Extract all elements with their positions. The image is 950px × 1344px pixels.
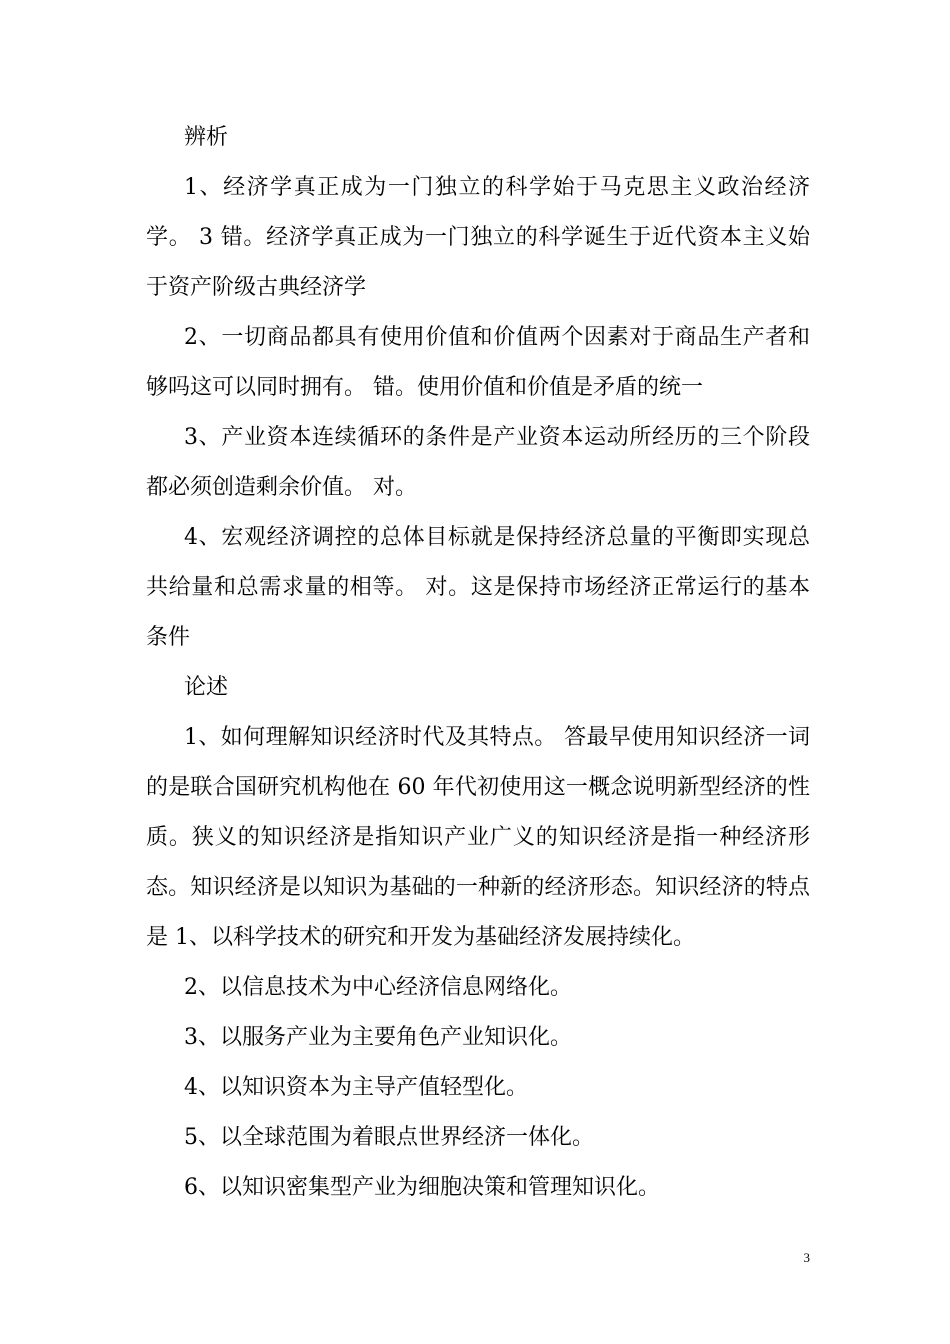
- bianxi-item-1: 1、经济学真正成为一门独立的科学始于马克思主义政治经济学。 3 错。经济学真正成为一门独立的科学诞生于近代资本主义始于资产阶级古典经济学: [146, 175, 810, 300]
- lunshu-item-4: 4、以知识资本为主导产值轻型化。: [184, 1075, 528, 1100]
- lunshu-item-2: 2、以信息技术为中心经济信息网络化。: [184, 975, 572, 1000]
- lunshu-item-1: 1、如何理解知识经济时代及其特点。 答最早使用知识经济一词的是联合国研究机构他在 60 年代初使用这一概念说明新型经济的性质。狭义的知识经济是指知识产业广义的知识经济是指一种经济形态。知识经济是以知识为基础的一种新的经济形态。知识经济的特点是 1、以科学技术的研究和开发为基础经济发展持续化。: [146, 725, 810, 950]
- page-number: 3: [803, 1250, 810, 1265]
- bianxi-item-2: 2、一切商品都具有使用价值和价值两个因素对于商品生产者和够吗这可以同时拥有。 错。使用价值和价值是矛盾的统一: [146, 325, 810, 400]
- bianxi-item-3: 3、产业资本连续循环的条件是产业资本运动所经历的三个阶段都必须创造剩余价值。 对。: [146, 425, 810, 500]
- lunshu-item-3: 3、以服务产业为主要角色产业知识化。: [184, 1025, 572, 1050]
- section-heading-lunshu: 论述: [184, 675, 229, 700]
- section-heading-bianxi: 辨析: [184, 125, 229, 150]
- bianxi-item-4: 4、宏观经济调控的总体目标就是保持经济总量的平衡即实现总共给量和总需求量的相等。 对。这是保持市场经济正常运行的基本条件: [146, 525, 810, 650]
- document-body: [146, 113, 810, 1213]
- lunshu-item-6: 6、以知识密集型产业为细胞决策和管理知识化。: [184, 1175, 660, 1200]
- lunshu-item-5: 5、以全球范围为着眼点世界经济一体化。: [184, 1125, 594, 1150]
